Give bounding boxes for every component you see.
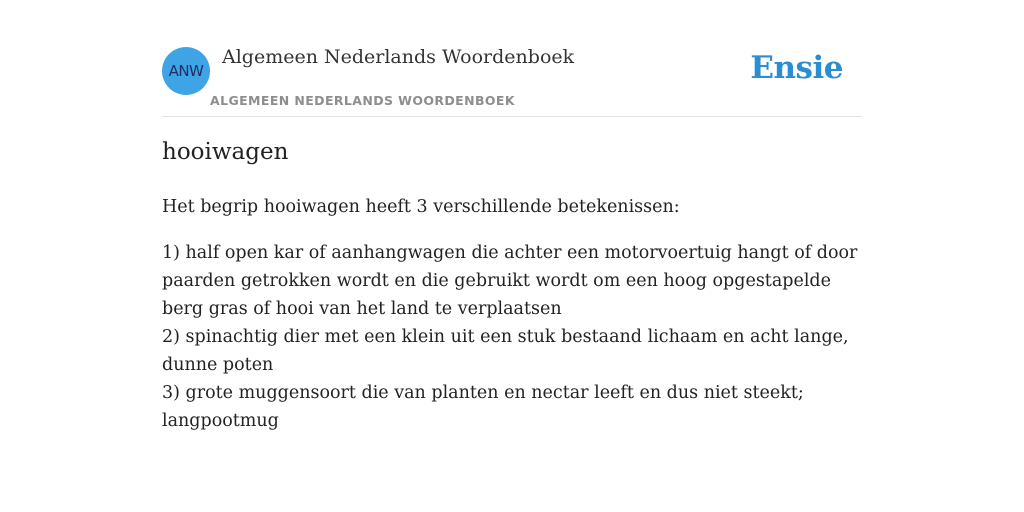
definition-item: 3) grote muggensoort die van planten en nectar leeft en dus niet steekt; langpootmug: [162, 383, 804, 431]
definition-item: 1) half open kar of aanhangwagen die achter een motorvoertuig hangt of door paarden getrokken wordt en die gebruikt wordt om een hoog opgestapelde berg gras of hooi van het land te verplaatsen: [162, 243, 858, 319]
source-subtitle: ALGEMEEN NEDERLANDS WOORDENBOEK: [210, 93, 515, 108]
definitions-intro: Het begrip hooiwagen heeft 3 verschillende betekenissen:: [162, 197, 680, 217]
word-heading: hooiwagen: [162, 139, 289, 165]
source-title[interactable]: Algemeen Nederlands Woordenboek: [222, 46, 575, 68]
definition-item: 2) spinachtig dier met een klein uit een stuk bestaand lichaam en acht lange, dunne poten: [162, 327, 849, 375]
anw-logo[interactable]: ANW: [162, 47, 210, 95]
ensie-logo-link[interactable]: Ensie: [750, 50, 843, 86]
definition-list: [162, 239, 862, 435]
header: [162, 0, 862, 117]
